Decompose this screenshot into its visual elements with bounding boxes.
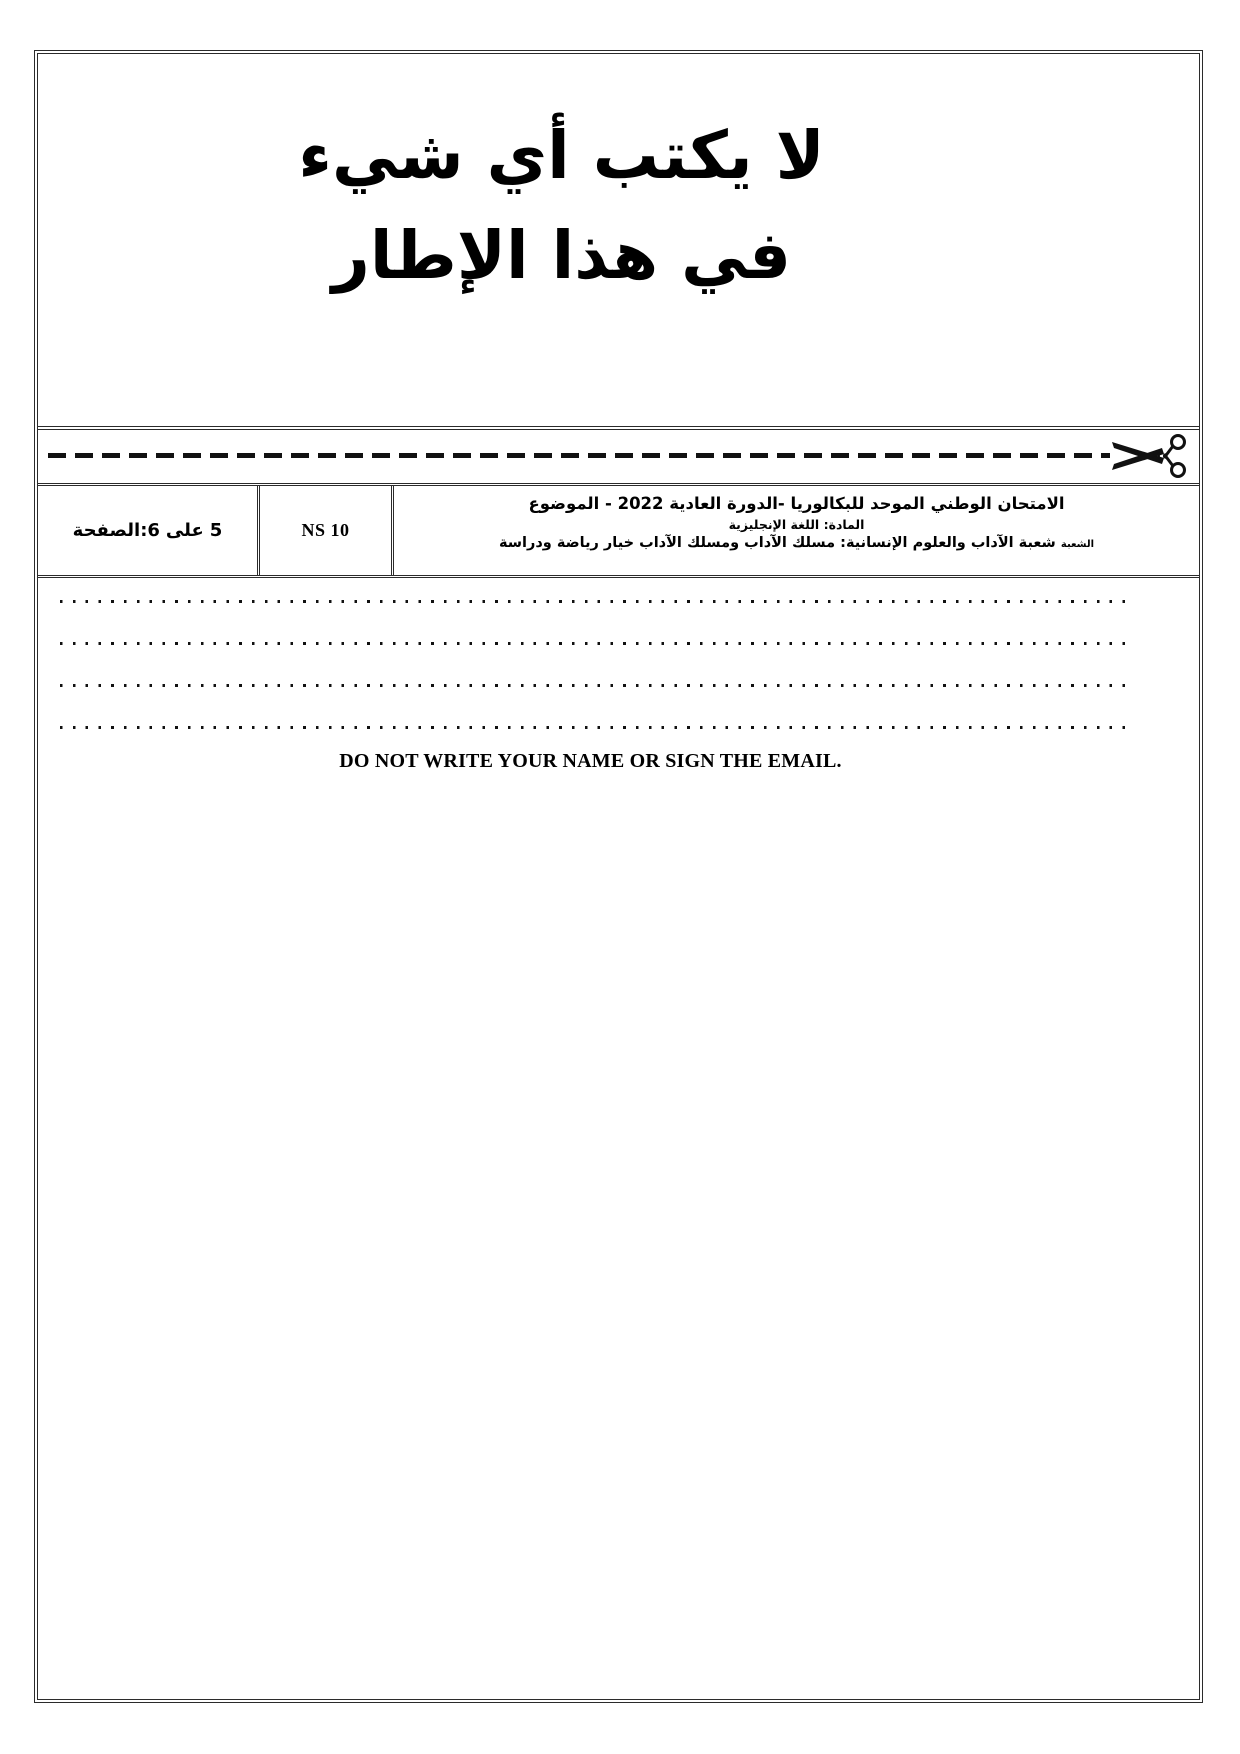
exam-title-line: الامتحان الوطني الموحد للبكالوريا -الدورة العادية 2022 - الموضوع: [528, 494, 1065, 513]
english-warning-text: DO NOT WRITE YOUR NAME OR SIGN THE EMAIL.: [339, 750, 842, 772]
frame-warning-arabic: [298, 106, 825, 306]
answer-body-area: [38, 578, 1199, 1699]
dotted-line-row: [60, 726, 1132, 729]
exam-subject-line: المادة: اللغة الإنجليزية: [728, 517, 865, 532]
cut-dashed-line: [48, 453, 1110, 458]
exam-code-cell: [257, 486, 394, 575]
exam-info-cell: [394, 486, 1199, 575]
page-number-colon-value: :6: [140, 520, 160, 541]
scissors-icon: [1110, 434, 1194, 478]
dotted-line-row: [60, 684, 1132, 687]
exam-stream-line: [499, 533, 1094, 555]
page-frame: [34, 50, 1203, 1703]
page-number-total: 5: [209, 520, 223, 541]
dotted-line-row: [60, 642, 1132, 645]
frame-warning-line2: في هذا الإطار: [331, 217, 792, 294]
dotted-line-row: [60, 600, 1132, 603]
frame-warning-line1: لا يكتب أي شيء: [298, 117, 825, 194]
exam-code: NS 10: [301, 520, 350, 540]
do-not-write-frame: [38, 54, 1199, 430]
exam-stream-prefix: الشعبة: [1060, 539, 1095, 550]
page-number-of-word: على: [165, 520, 204, 541]
page-number-cell: [38, 486, 257, 575]
cut-line-row: [38, 430, 1199, 486]
exam-header-table: [38, 486, 1199, 578]
exam-stream-main: شعبة الآداب والعلوم الإنسانية: مسلك الآداب ومسلك الآداب خيار رياضة ودراسة: [498, 535, 1056, 551]
page-number-word: الصفحة: [72, 520, 141, 541]
